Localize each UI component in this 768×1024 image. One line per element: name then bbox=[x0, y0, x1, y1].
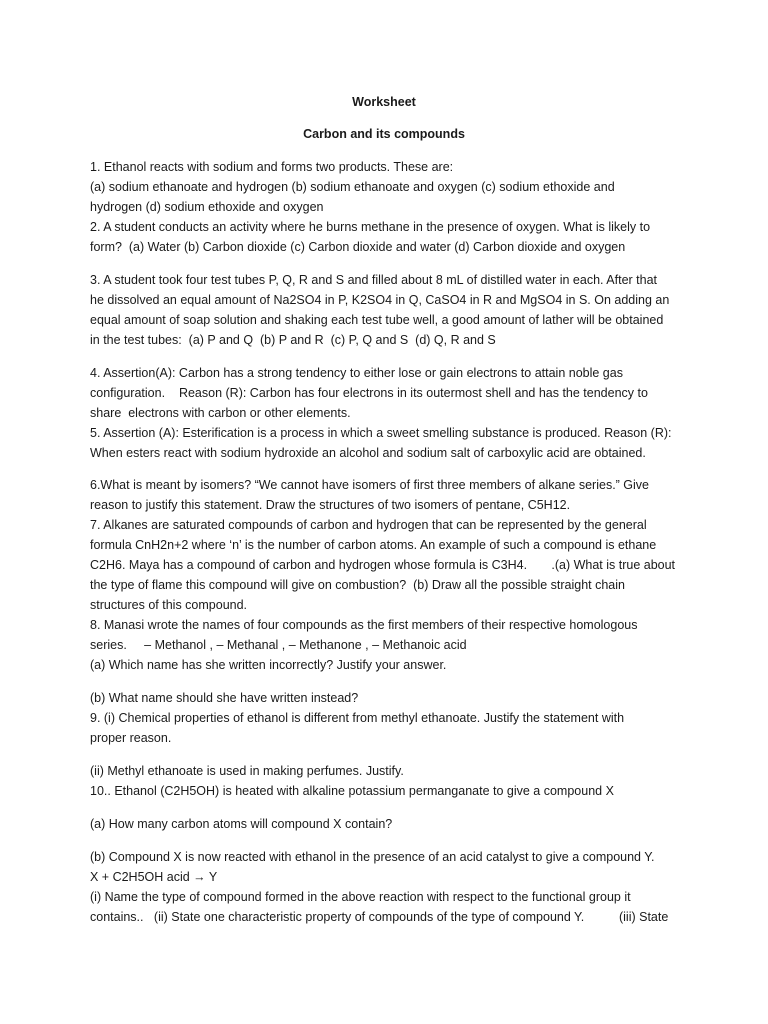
questions-4-5 bbox=[90, 363, 690, 463]
text-line: (ii) Methyl ethanoate is used in making perfumes. Justify. bbox=[90, 764, 404, 778]
text-line: proper reason. bbox=[90, 731, 172, 745]
text-line: 5. Assertion (A): Esterification is a process in which a sweet smelling substance is produced. Reason (R): bbox=[90, 426, 672, 440]
question-8b-9 bbox=[90, 688, 690, 748]
text-line: 2. A student conducts an activity where he burns methane in the presence of oxygen. What is likely to bbox=[90, 220, 651, 234]
page-title: Worksheet bbox=[352, 95, 416, 109]
text-line: (a) How many carbon atoms will compound X contain? bbox=[90, 817, 393, 831]
text-line: (i) Name the type of compound formed in the above reaction with respect to the functional group it bbox=[90, 890, 631, 904]
text-line: When esters react with sodium hydroxide an alcohol and sodium salt of carboxylic acid are obtained. bbox=[90, 446, 646, 460]
text-line: hydrogen (d) sodium ethoxide and oxygen bbox=[90, 200, 324, 214]
text-line: (b) Compound X is now reacted with ethanol in the presence of an acid catalyst to give a compound Y. bbox=[90, 850, 655, 864]
text-line: he dissolved an equal amount of Na2SO4 in P, K2SO4 in Q, CaSO4 in R and MgSO4 in S. On adding an bbox=[90, 293, 670, 307]
text-line: 7. Alkanes are saturated compounds of carbon and hydrogen that can be represented by the general bbox=[90, 518, 647, 532]
text-line: 10.. Ethanol (C2H5OH) is heated with alkaline potassium permanganate to give a compound X bbox=[90, 784, 614, 798]
question-3 bbox=[90, 270, 690, 350]
text-line: form? (a) Water (b) Carbon dioxide (c) Carbon dioxide and water (d) Carbon dioxide and oxygen bbox=[90, 240, 626, 254]
text-line: series. – Methanol , – Methanal , – Methanone , – Methanoic acid bbox=[90, 638, 467, 652]
text-line: (a) Which name has she written incorrectly? Justify your answer. bbox=[90, 658, 447, 672]
text-line: (b) What name should she have written instead? bbox=[90, 691, 359, 705]
question-10b bbox=[90, 847, 690, 927]
text-line: equal amount of soap solution and shaking each test tube well, a good amount of lather will be obtained bbox=[90, 313, 664, 327]
page-subtitle: Carbon and its compounds bbox=[303, 127, 465, 141]
text-line: X + C2H5OH acid → Y bbox=[90, 870, 218, 884]
questions-1-2 bbox=[90, 157, 690, 257]
text-line: 6.What is meant by isomers? “We cannot have isomers of first three members of alkane series.” Give bbox=[90, 478, 650, 492]
text-line: structures of this compound. bbox=[90, 598, 248, 612]
question-9ii-10 bbox=[90, 761, 690, 801]
questions-6-8 bbox=[90, 475, 690, 675]
text-line: 3. A student took four test tubes P, Q, R and S and filled about 8 mL of distilled water in each. After that bbox=[90, 273, 658, 287]
text-line: (a) sodium ethanoate and hydrogen (b) sodium ethanoate and oxygen (c) sodium ethoxide and bbox=[90, 180, 615, 194]
text-line: 4. Assertion(A): Carbon has a strong tendency to either lose or gain electrons to attain noble gas bbox=[90, 366, 623, 380]
text-line: the type of flame this compound will give on combustion? (b) Draw all the possible straight chain bbox=[90, 578, 625, 592]
text-line: configuration. Reason (R): Carbon has four electrons in its outermost shell and has the tendency to bbox=[90, 386, 648, 400]
text-line: contains.. (ii) State one characteristic property of compounds of the type of compound Y. (iii) State bbox=[90, 910, 669, 924]
text-line: 8. Manasi wrote the names of four compounds as the first members of their respective homologous bbox=[90, 618, 638, 632]
text-line: in the test tubes: (a) P and Q (b) P and R (c) P, Q and S (d) Q, R and S bbox=[90, 333, 496, 347]
text-line: C2H6. Maya has a compound of carbon and hydrogen whose formula is C3H4. .(a) What is true about bbox=[90, 558, 676, 572]
text-line: 9. (i) Chemical properties of ethanol is different from methyl ethanoate. Justify the statement with bbox=[90, 711, 625, 725]
text-line: share electrons with carbon or other elements. bbox=[90, 406, 351, 420]
text-line: 1. Ethanol reacts with sodium and forms two products. These are: bbox=[90, 160, 454, 174]
question-10a bbox=[90, 814, 690, 834]
text-line: formula CnH2n+2 where ‘n’ is the number of carbon atoms. An example of such a compound is ethane bbox=[90, 538, 657, 552]
text-line: reason to justify this statement. Draw the structures of two isomers of pentane, C5H12. bbox=[90, 498, 571, 512]
